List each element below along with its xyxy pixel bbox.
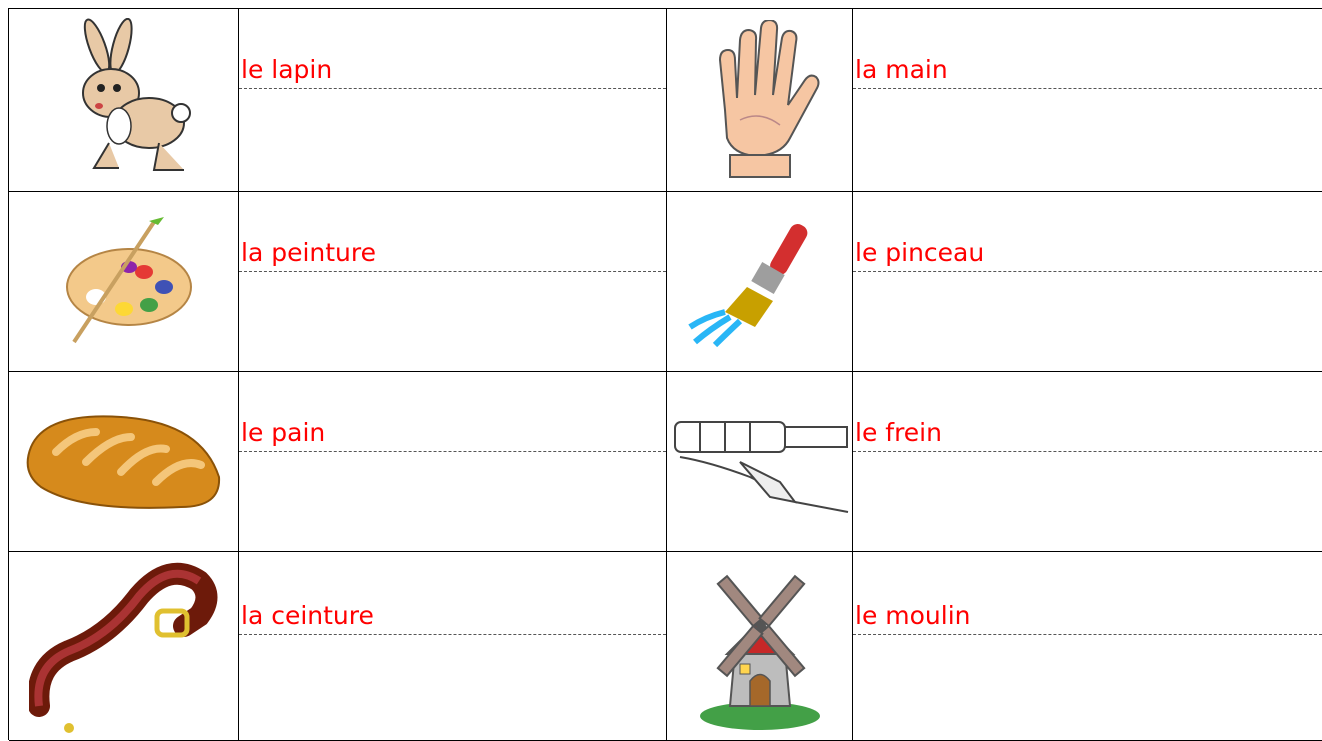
word-label: la main xyxy=(855,55,948,84)
word-label: la ceinture xyxy=(241,601,374,630)
picture-cell xyxy=(9,9,239,192)
vocabulary-table xyxy=(8,8,1322,740)
rabbit-icon xyxy=(49,18,199,183)
bread-icon xyxy=(21,407,226,517)
word-label: le pain xyxy=(241,418,326,447)
writing-line xyxy=(853,271,1322,272)
picture-cell xyxy=(9,192,239,372)
word-label: le frein xyxy=(855,418,942,447)
word-cell xyxy=(853,372,1322,552)
picture-cell xyxy=(667,9,853,192)
word-cell xyxy=(239,192,667,372)
word-label: la peinture xyxy=(241,238,377,267)
windmill-icon xyxy=(685,556,835,736)
writing-line xyxy=(239,451,666,452)
belt-icon xyxy=(29,556,219,736)
picture-cell xyxy=(667,372,853,552)
writing-line xyxy=(239,88,666,89)
paint-palette-icon xyxy=(54,217,194,347)
word-cell xyxy=(853,552,1322,741)
word-cell xyxy=(239,552,667,741)
writing-line xyxy=(239,271,666,272)
writing-line xyxy=(853,451,1322,452)
word-label: le lapin xyxy=(241,55,333,84)
hand-icon xyxy=(695,20,825,180)
picture-cell xyxy=(667,552,853,741)
picture-cell xyxy=(9,552,239,741)
word-cell xyxy=(853,9,1322,192)
writing-line xyxy=(239,634,666,635)
picture-cell xyxy=(667,192,853,372)
word-cell xyxy=(239,9,667,192)
worksheet xyxy=(8,8,1322,740)
paintbrush-icon xyxy=(685,217,835,347)
writing-line xyxy=(853,88,1322,89)
picture-cell xyxy=(9,372,239,552)
word-label: le moulin xyxy=(855,601,971,630)
bike-brake-icon xyxy=(670,407,850,517)
word-cell xyxy=(239,372,667,552)
writing-line xyxy=(853,634,1322,635)
word-cell xyxy=(853,192,1322,372)
word-label: le pinceau xyxy=(855,238,985,267)
